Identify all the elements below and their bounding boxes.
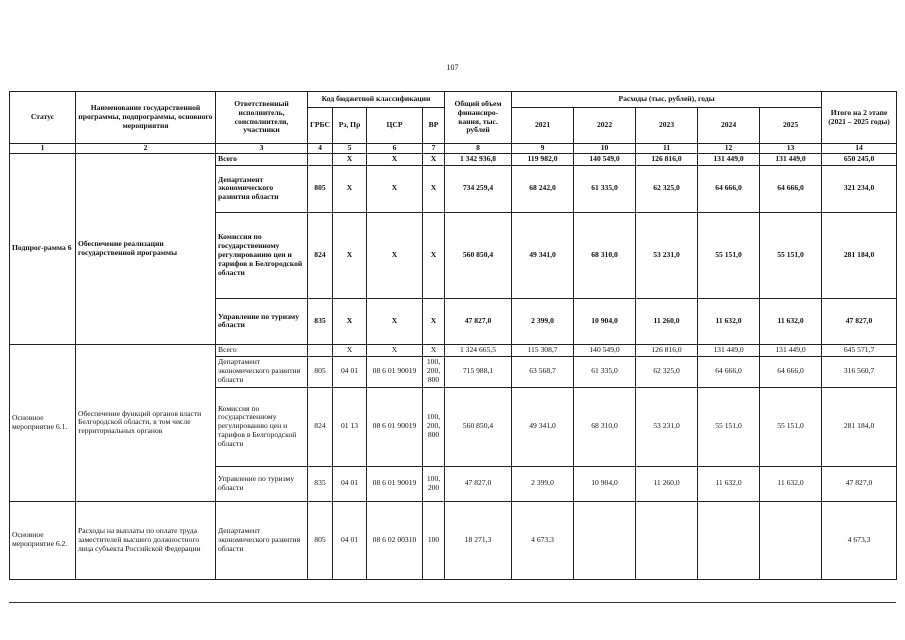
column-number: 14 bbox=[822, 144, 897, 154]
vr-cell: 100, 200 bbox=[423, 466, 445, 501]
header-grbs: ГРБС bbox=[308, 108, 333, 144]
executor-cell: Управление по туризму области bbox=[216, 466, 308, 501]
header-year-2023: 2023 bbox=[636, 108, 698, 144]
value-2023: 53 231,0 bbox=[636, 212, 698, 298]
value-2024: 11 632,0 bbox=[698, 298, 760, 344]
status-cell: Основное мероприятие 6.1. bbox=[10, 344, 76, 501]
value-2022: 61 335,0 bbox=[574, 356, 636, 387]
stage-total-cell: 645 571,7 bbox=[822, 344, 897, 356]
vr-cell: 100 bbox=[423, 501, 445, 579]
column-number-row bbox=[10, 144, 897, 154]
value-2025: 11 632,0 bbox=[760, 466, 822, 501]
grbs-cell: 835 bbox=[308, 466, 333, 501]
table-row bbox=[10, 501, 897, 579]
executor-cell: Управление по туризму области bbox=[216, 298, 308, 344]
measure-name-cell: Обеспечение функций органов власти Белгородской области, в том числе территориальных органов bbox=[76, 344, 216, 501]
column-number: 6 bbox=[367, 144, 423, 154]
value-2024: 11 632,0 bbox=[698, 466, 760, 501]
value-2025: 64 666,0 bbox=[760, 356, 822, 387]
stage-total-cell: 281 184,0 bbox=[822, 212, 897, 298]
value-2023 bbox=[636, 501, 698, 579]
csr-cell: X bbox=[367, 153, 423, 165]
rzpr-cell: X bbox=[333, 298, 367, 344]
grbs-cell: 805 bbox=[308, 165, 333, 212]
total-volume-cell: 560 850,4 bbox=[445, 387, 512, 466]
vr-cell: X bbox=[423, 344, 445, 356]
rzpr-cell: X bbox=[333, 165, 367, 212]
page-bottom-rule bbox=[9, 602, 896, 603]
value-2022 bbox=[574, 501, 636, 579]
value-2023: 62 325,0 bbox=[636, 165, 698, 212]
total-volume-cell: 18 271,3 bbox=[445, 501, 512, 579]
grbs-cell bbox=[308, 153, 333, 165]
header-executor: Ответственный исполнитель, соисполнители, участники bbox=[216, 92, 308, 144]
vr-cell: X bbox=[423, 212, 445, 298]
rzpr-cell: X bbox=[333, 212, 367, 298]
value-2021: 2 399,0 bbox=[512, 466, 574, 501]
grbs-cell: 824 bbox=[308, 387, 333, 466]
csr-cell: 08 6 01 90019 bbox=[367, 356, 423, 387]
header-year-2024: 2024 bbox=[698, 108, 760, 144]
vr-cell: X bbox=[423, 153, 445, 165]
header-vr: ВР bbox=[423, 108, 445, 144]
value-2025 bbox=[760, 501, 822, 579]
table-row bbox=[10, 344, 897, 356]
csr-cell: 08 6 01 90019 bbox=[367, 387, 423, 466]
csr-cell: X bbox=[367, 298, 423, 344]
executor-cell: Департамент экономического развития области bbox=[216, 165, 308, 212]
table-header bbox=[10, 92, 897, 154]
csr-cell: X bbox=[367, 165, 423, 212]
table-row bbox=[10, 153, 897, 165]
header-csr: ЦСР bbox=[367, 108, 423, 144]
rzpr-cell: 04 01 bbox=[333, 501, 367, 579]
header-year-2021: 2021 bbox=[512, 108, 574, 144]
value-2021: 119 982,0 bbox=[512, 153, 574, 165]
value-2024: 131 449,0 bbox=[698, 153, 760, 165]
header-status: Статус bbox=[10, 92, 76, 144]
stage-total-cell: 4 673,3 bbox=[822, 501, 897, 579]
value-2023: 62 325,0 bbox=[636, 356, 698, 387]
value-2021: 68 242,0 bbox=[512, 165, 574, 212]
executor-cell: Департамент экономического развития области bbox=[216, 356, 308, 387]
grbs-cell: 824 bbox=[308, 212, 333, 298]
vr-cell: 100, 200, 800 bbox=[423, 387, 445, 466]
stage-total-cell: 281 184,0 bbox=[822, 387, 897, 466]
csr-cell: 08 6 01 90019 bbox=[367, 466, 423, 501]
value-2021: 4 673,3 bbox=[512, 501, 574, 579]
grbs-cell: 805 bbox=[308, 356, 333, 387]
column-number: 7 bbox=[423, 144, 445, 154]
total-volume-cell: 1 324 665,5 bbox=[445, 344, 512, 356]
vr-cell: X bbox=[423, 165, 445, 212]
vr-cell: 100, 200, 800 bbox=[423, 356, 445, 387]
value-2022: 10 904,0 bbox=[574, 298, 636, 344]
csr-cell: X bbox=[367, 212, 423, 298]
column-number: 3 bbox=[216, 144, 308, 154]
value-2023: 11 260,0 bbox=[636, 298, 698, 344]
value-2021: 63 568,7 bbox=[512, 356, 574, 387]
value-2024: 55 151,0 bbox=[698, 387, 760, 466]
executor-cell: Комиссия по государственному регулированию цен и тарифов в Белгородской области bbox=[216, 387, 308, 466]
header-total-volume: Общий объем финансиро-вания, тыс. рублей bbox=[445, 92, 512, 144]
stage-total-cell: 321 234,0 bbox=[822, 165, 897, 212]
column-number: 8 bbox=[445, 144, 512, 154]
value-2024: 64 666,0 bbox=[698, 165, 760, 212]
budget-table bbox=[9, 91, 897, 580]
value-2025: 11 632,0 bbox=[760, 298, 822, 344]
value-2023: 53 231,0 bbox=[636, 387, 698, 466]
measure-name-cell: Расходы на выплаты по оплате труда заместителей высшего должностного лица субъекта Российской Федерации bbox=[76, 501, 216, 579]
rzpr-cell: 01 13 bbox=[333, 387, 367, 466]
page-number: 107 bbox=[446, 63, 459, 72]
total-volume-cell: 734 259,4 bbox=[445, 165, 512, 212]
grbs-cell: 805 bbox=[308, 501, 333, 579]
header-stage-total: Итого на 2 этапе (2021 – 2025 годы) bbox=[822, 92, 897, 144]
executor-cell: Всего bbox=[216, 344, 308, 356]
header-name: Наименование государственной программы, подпрограммы, основного мероприятия bbox=[76, 92, 216, 144]
status-cell: Подпрог-рамма 6 bbox=[10, 153, 76, 344]
header-rzpr: Рз, Пр bbox=[333, 108, 367, 144]
header-year-2025: 2025 bbox=[760, 108, 822, 144]
table-body bbox=[10, 153, 897, 579]
column-number: 12 bbox=[698, 144, 760, 154]
grbs-cell bbox=[308, 344, 333, 356]
executor-cell: Всего bbox=[216, 153, 308, 165]
value-2025: 55 151,0 bbox=[760, 387, 822, 466]
total-volume-cell: 47 827,0 bbox=[445, 298, 512, 344]
value-2022: 68 310,0 bbox=[574, 387, 636, 466]
total-volume-cell: 1 342 936,8 bbox=[445, 153, 512, 165]
measure-name-cell: Обеспечение реализации государственной программы bbox=[76, 153, 216, 344]
value-2025: 131 449,0 bbox=[760, 344, 822, 356]
value-2022: 68 310,0 bbox=[574, 212, 636, 298]
value-2024 bbox=[698, 501, 760, 579]
value-2021: 49 341,0 bbox=[512, 387, 574, 466]
rzpr-cell: X bbox=[333, 153, 367, 165]
value-2023: 126 816,0 bbox=[636, 153, 698, 165]
csr-cell: 08 6 02 00310 bbox=[367, 501, 423, 579]
value-2025: 131 449,0 bbox=[760, 153, 822, 165]
executor-cell: Комиссия по государственному регулированию цен и тарифов в Белгородской области bbox=[216, 212, 308, 298]
column-number: 13 bbox=[760, 144, 822, 154]
total-volume-cell: 47 827,0 bbox=[445, 466, 512, 501]
column-number: 5 bbox=[333, 144, 367, 154]
status-cell: Основное мероприятие 6.2. bbox=[10, 501, 76, 579]
column-number: 2 bbox=[76, 144, 216, 154]
column-number: 4 bbox=[308, 144, 333, 154]
value-2022: 61 335,0 bbox=[574, 165, 636, 212]
value-2022: 140 549,0 bbox=[574, 344, 636, 356]
value-2022: 10 904,0 bbox=[574, 466, 636, 501]
header-expenses: Расходы (тыс. рублей), годы bbox=[512, 92, 822, 108]
column-number: 9 bbox=[512, 144, 574, 154]
stage-total-cell: 47 827,0 bbox=[822, 298, 897, 344]
vr-cell: X bbox=[423, 298, 445, 344]
rzpr-cell: 04 01 bbox=[333, 466, 367, 501]
stage-total-cell: 47 827,0 bbox=[822, 466, 897, 501]
value-2025: 55 151,0 bbox=[760, 212, 822, 298]
total-volume-cell: 560 850,4 bbox=[445, 212, 512, 298]
value-2022: 140 549,0 bbox=[574, 153, 636, 165]
value-2024: 55 151,0 bbox=[698, 212, 760, 298]
value-2023: 126 816,0 bbox=[636, 344, 698, 356]
header-year-2022: 2022 bbox=[574, 108, 636, 144]
column-number: 1 bbox=[10, 144, 76, 154]
value-2024: 131 449,0 bbox=[698, 344, 760, 356]
column-number: 10 bbox=[574, 144, 636, 154]
column-number: 11 bbox=[636, 144, 698, 154]
header-budget-code: Код бюджетной классификации bbox=[308, 92, 445, 108]
rzpr-cell: X bbox=[333, 344, 367, 356]
grbs-cell: 835 bbox=[308, 298, 333, 344]
rzpr-cell: 04 01 bbox=[333, 356, 367, 387]
value-2025: 64 666,0 bbox=[760, 165, 822, 212]
value-2023: 11 260,0 bbox=[636, 466, 698, 501]
executor-cell: Департамент экономического развития области bbox=[216, 501, 308, 579]
stage-total-cell: 650 245,0 bbox=[822, 153, 897, 165]
csr-cell: X bbox=[367, 344, 423, 356]
value-2021: 2 399,0 bbox=[512, 298, 574, 344]
stage-total-cell: 316 560,7 bbox=[822, 356, 897, 387]
total-volume-cell: 715 988,1 bbox=[445, 356, 512, 387]
value-2021: 49 341,0 bbox=[512, 212, 574, 298]
value-2024: 64 666,0 bbox=[698, 356, 760, 387]
value-2021: 115 308,7 bbox=[512, 344, 574, 356]
